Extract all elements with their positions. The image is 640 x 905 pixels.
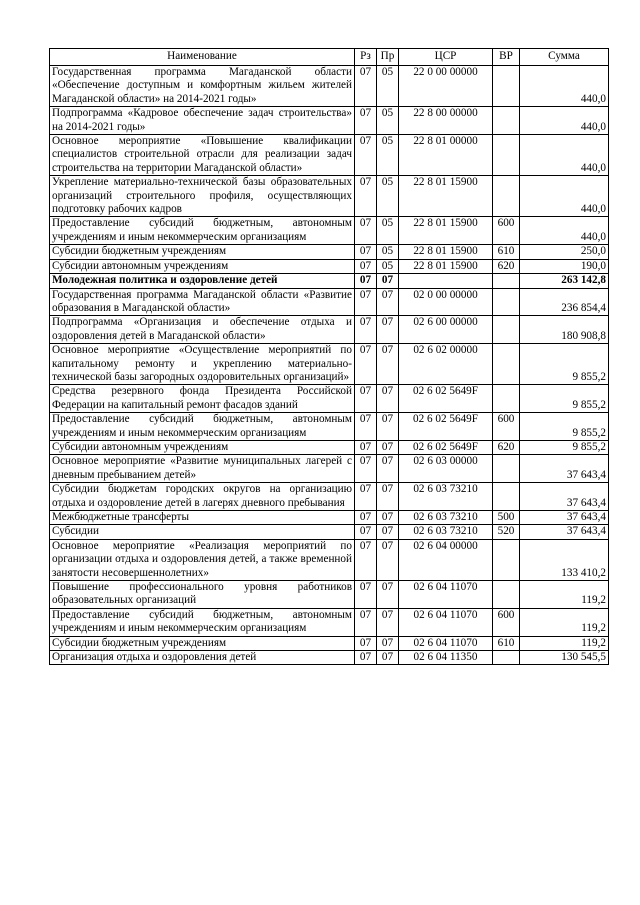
cell-sum: 133 410,2	[520, 539, 609, 580]
cell-name: Предоставление субсидий бюджетным, автономным учреждениям и иным некоммерческим организациям	[50, 413, 355, 441]
cell-sum: 250,0	[520, 245, 609, 259]
cell-vr	[493, 176, 520, 217]
cell-sum: 9 855,2	[520, 344, 609, 385]
cell-csr: 22 8 01 00000	[399, 135, 493, 176]
cell-sum: 119,2	[520, 608, 609, 636]
cell-csr: 02 6 04 11070	[399, 581, 493, 609]
cell-vr: 620	[493, 440, 520, 454]
budget-table	[49, 48, 609, 665]
cell-sum: 37 643,4	[520, 483, 609, 511]
cell-vr	[493, 344, 520, 385]
cell-rz: 07	[355, 651, 377, 665]
cell-vr	[493, 107, 520, 135]
cell-name: Субсидии бюджетам городских округов на организацию отдыха и оздоровление детей в лагерях дневного пребывания	[50, 483, 355, 511]
cell-pr: 07	[377, 581, 399, 609]
cell-csr: 02 6 00 00000	[399, 316, 493, 344]
table-row	[50, 651, 609, 665]
table-row	[50, 483, 609, 511]
cell-csr: 22 8 01 15900	[399, 259, 493, 273]
cell-vr: 620	[493, 259, 520, 273]
cell-csr: 22 0 00 00000	[399, 66, 493, 107]
cell-pr: 07	[377, 455, 399, 483]
cell-sum: 440,0	[520, 135, 609, 176]
cell-csr: 02 6 03 00000	[399, 455, 493, 483]
cell-name: Повышение профессионального уровня работников образовательных организаций	[50, 581, 355, 609]
cell-rz: 07	[355, 135, 377, 176]
cell-vr	[493, 539, 520, 580]
cell-name: Государственная программа Магаданской области «Обеспечение доступным и комфортным жильем жителей Магаданской области» на 2014-2021 годы»	[50, 66, 355, 107]
cell-vr	[493, 135, 520, 176]
cell-rz: 07	[355, 581, 377, 609]
cell-vr: 500	[493, 511, 520, 525]
header-csr: ЦСР	[399, 49, 493, 66]
cell-name: Основное мероприятие «Повышение квалификации специалистов строительной отрасли для реализации задач строительства на территории Магаданской области»	[50, 135, 355, 176]
cell-name: Предоставление субсидий бюджетным, автономным учреждениям и иным некоммерческим организациям	[50, 608, 355, 636]
cell-rz: 07	[355, 176, 377, 217]
cell-csr: 02 6 04 11070	[399, 608, 493, 636]
cell-vr: 610	[493, 636, 520, 650]
cell-sum: 37 643,4	[520, 525, 609, 539]
cell-sum: 180 908,8	[520, 316, 609, 344]
cell-rz: 07	[355, 245, 377, 259]
cell-pr: 05	[377, 217, 399, 245]
cell-pr: 05	[377, 66, 399, 107]
cell-csr: 22 8 01 15900	[399, 245, 493, 259]
cell-name: Государственная программа Магаданской области «Развитие образования в Магаданской области»	[50, 288, 355, 316]
table-row	[50, 288, 609, 316]
cell-csr: 02 6 02 5649F	[399, 413, 493, 441]
cell-vr: 520	[493, 525, 520, 539]
cell-rz: 07	[355, 385, 377, 413]
cell-rz: 07	[355, 274, 377, 288]
table-row	[50, 217, 609, 245]
cell-csr: 22 8 00 00000	[399, 107, 493, 135]
cell-vr	[493, 66, 520, 107]
cell-vr: 600	[493, 217, 520, 245]
table-row	[50, 539, 609, 580]
header-sum: Сумма	[520, 49, 609, 66]
cell-pr: 05	[377, 135, 399, 176]
cell-pr: 07	[377, 511, 399, 525]
table-row	[50, 511, 609, 525]
header-name: Наименование	[50, 49, 355, 66]
cell-rz: 07	[355, 440, 377, 454]
table-row	[50, 344, 609, 385]
cell-csr: 02 6 04 11350	[399, 651, 493, 665]
cell-name: Организация отдыха и оздоровления детей	[50, 651, 355, 665]
cell-vr	[493, 483, 520, 511]
cell-pr: 07	[377, 651, 399, 665]
cell-pr: 07	[377, 440, 399, 454]
cell-name: Предоставление субсидий бюджетным, автономным учреждениям и иным некоммерческим организациям	[50, 217, 355, 245]
cell-vr	[493, 274, 520, 288]
cell-csr: 02 6 03 73210	[399, 525, 493, 539]
table-row	[50, 274, 609, 288]
cell-name: Укрепление материально-технической базы образовательных организаций строительного профиля, осуществляющих подготовку рабочих кадров	[50, 176, 355, 217]
table-row	[50, 245, 609, 259]
cell-rz: 07	[355, 455, 377, 483]
cell-name: Основное мероприятие «Реализация мероприятий по организации отдыха и оздоровления детей, а также временной занятости несовершеннолетних»	[50, 539, 355, 580]
cell-name: Субсидии бюджетным учреждениям	[50, 636, 355, 650]
cell-vr	[493, 385, 520, 413]
cell-csr: 02 0 00 00000	[399, 288, 493, 316]
cell-sum: 440,0	[520, 217, 609, 245]
cell-name: Межбюджетные трансферты	[50, 511, 355, 525]
cell-sum: 9 855,2	[520, 413, 609, 441]
budget-table-sheet	[49, 48, 609, 665]
cell-name: Средства резервного фонда Президента Российской Федерации на капитальный ремонт фасадов зданий	[50, 385, 355, 413]
cell-vr	[493, 316, 520, 344]
cell-sum: 119,2	[520, 581, 609, 609]
cell-pr: 07	[377, 636, 399, 650]
table-header-row	[50, 49, 609, 66]
cell-sum: 130 545,5	[520, 651, 609, 665]
cell-name: Субсидии автономным учреждениям	[50, 440, 355, 454]
cell-rz: 07	[355, 636, 377, 650]
header-pr: Пр	[377, 49, 399, 66]
cell-csr: 02 6 04 11070	[399, 636, 493, 650]
cell-rz: 07	[355, 217, 377, 245]
cell-name: Подпрограмма «Организация и обеспечение отдыха и оздоровления детей в Магаданской области»	[50, 316, 355, 344]
table-row	[50, 107, 609, 135]
cell-csr: 02 6 04 00000	[399, 539, 493, 580]
cell-vr	[493, 581, 520, 609]
table-row	[50, 455, 609, 483]
table-row	[50, 385, 609, 413]
table-row	[50, 525, 609, 539]
cell-sum: 37 643,4	[520, 511, 609, 525]
cell-sum: 440,0	[520, 107, 609, 135]
cell-name: Субсидии	[50, 525, 355, 539]
cell-csr: 22 8 01 15900	[399, 217, 493, 245]
cell-name: Подпрограмма «Кадровое обеспечение задач строительства» на 2014-2021 годы»	[50, 107, 355, 135]
cell-pr: 05	[377, 176, 399, 217]
cell-vr	[493, 651, 520, 665]
cell-vr: 600	[493, 608, 520, 636]
table-body	[50, 66, 609, 665]
table-row	[50, 581, 609, 609]
cell-rz: 07	[355, 66, 377, 107]
cell-name: Молодежная политика и оздоровление детей	[50, 274, 355, 288]
table-row	[50, 440, 609, 454]
cell-csr	[399, 274, 493, 288]
cell-pr: 05	[377, 245, 399, 259]
cell-sum: 440,0	[520, 66, 609, 107]
cell-sum: 9 855,2	[520, 385, 609, 413]
cell-rz: 07	[355, 259, 377, 273]
cell-rz: 07	[355, 539, 377, 580]
table-row	[50, 135, 609, 176]
cell-name: Субсидии автономным учреждениям	[50, 259, 355, 273]
cell-pr: 07	[377, 385, 399, 413]
cell-pr: 07	[377, 413, 399, 441]
cell-rz: 07	[355, 288, 377, 316]
cell-name: Основное мероприятие «Развитие муниципальных лагерей с дневным пребыванием детей»	[50, 455, 355, 483]
table-row	[50, 413, 609, 441]
cell-name: Основное мероприятие «Осуществление мероприятий по капитальному ремонту и укреплению материально-технической базы загородных оздоровительных организаций»	[50, 344, 355, 385]
cell-rz: 07	[355, 483, 377, 511]
table-row	[50, 316, 609, 344]
cell-pr: 07	[377, 539, 399, 580]
cell-sum: 37 643,4	[520, 455, 609, 483]
header-vr: ВР	[493, 49, 520, 66]
cell-pr: 07	[377, 288, 399, 316]
table-row	[50, 259, 609, 273]
cell-name: Субсидии бюджетным учреждениям	[50, 245, 355, 259]
cell-vr	[493, 455, 520, 483]
cell-rz: 07	[355, 316, 377, 344]
cell-sum: 236 854,4	[520, 288, 609, 316]
cell-sum: 440,0	[520, 176, 609, 217]
cell-pr: 07	[377, 483, 399, 511]
cell-pr: 07	[377, 316, 399, 344]
cell-sum: 190,0	[520, 259, 609, 273]
cell-pr: 07	[377, 274, 399, 288]
cell-rz: 07	[355, 107, 377, 135]
cell-sum: 119,2	[520, 636, 609, 650]
table-row	[50, 66, 609, 107]
cell-csr: 02 6 03 73210	[399, 511, 493, 525]
cell-pr: 05	[377, 107, 399, 135]
cell-rz: 07	[355, 344, 377, 385]
cell-vr: 610	[493, 245, 520, 259]
cell-pr: 07	[377, 344, 399, 385]
cell-csr: 02 6 03 73210	[399, 483, 493, 511]
table-row	[50, 176, 609, 217]
cell-rz: 07	[355, 525, 377, 539]
cell-csr: 02 6 02 00000	[399, 344, 493, 385]
cell-rz: 07	[355, 608, 377, 636]
cell-rz: 07	[355, 511, 377, 525]
header-rz: Рз	[355, 49, 377, 66]
table-row	[50, 636, 609, 650]
cell-sum: 263 142,8	[520, 274, 609, 288]
cell-pr: 05	[377, 259, 399, 273]
cell-vr	[493, 288, 520, 316]
cell-pr: 07	[377, 608, 399, 636]
cell-csr: 02 6 02 5649F	[399, 440, 493, 454]
cell-pr: 07	[377, 525, 399, 539]
cell-csr: 22 8 01 15900	[399, 176, 493, 217]
table-row	[50, 608, 609, 636]
cell-vr: 600	[493, 413, 520, 441]
cell-sum: 9 855,2	[520, 440, 609, 454]
cell-rz: 07	[355, 413, 377, 441]
cell-csr: 02 6 02 5649F	[399, 385, 493, 413]
